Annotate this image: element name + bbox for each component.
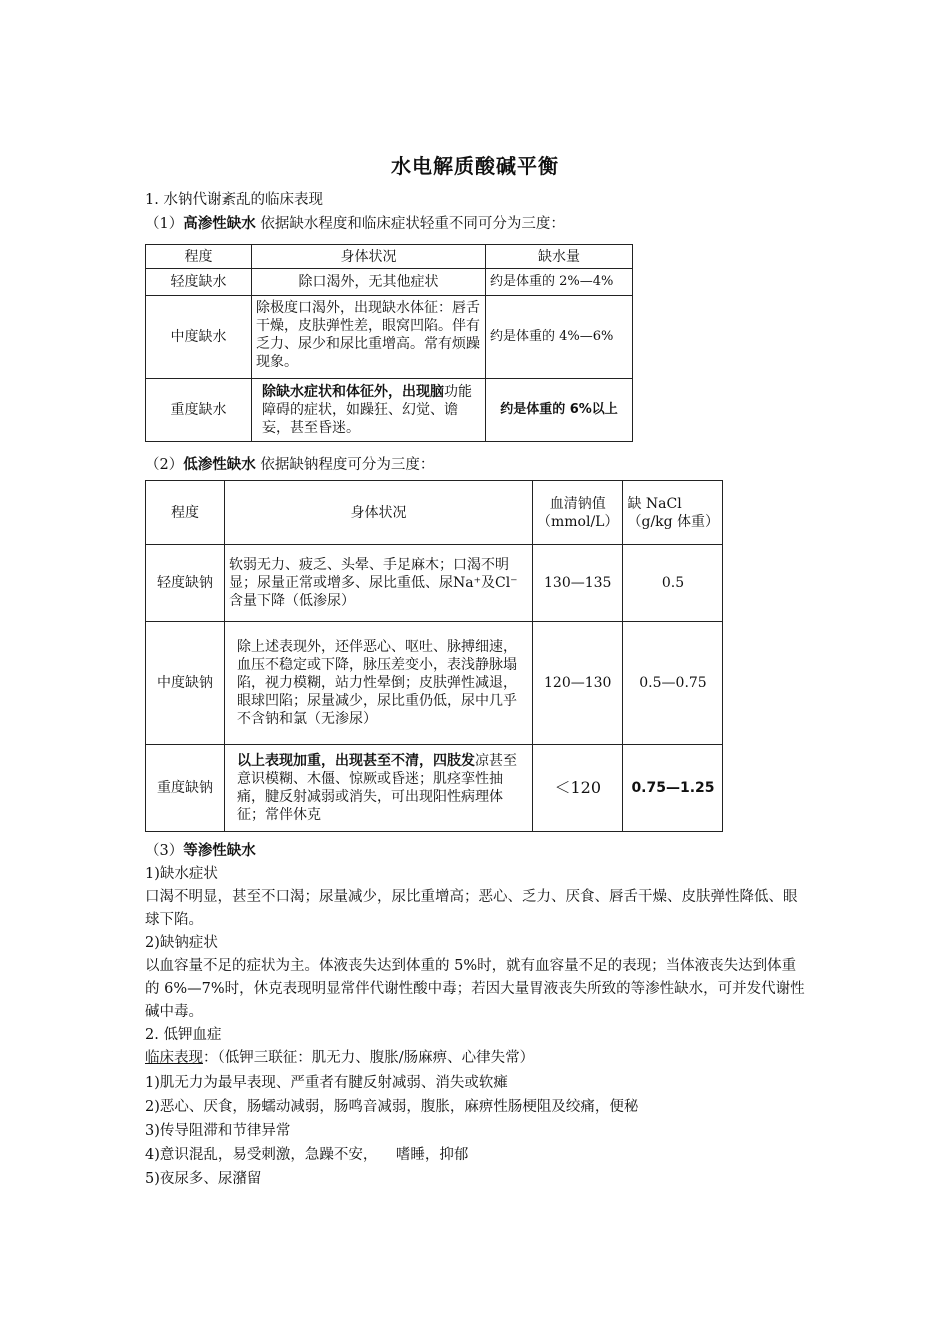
body-cell: 软弱无力、疲乏、头晕、手足麻木；口渴不明显；尿量正常或增多、尿比重低、尿Na⁺及Cl⁻含量下降（低渗尿） [225, 545, 533, 622]
table-header: 程度 [146, 481, 225, 545]
list-item: 2)恶心、厌食，肠蠕动减弱，肠鸣音减弱，腹胀，麻痹性肠梗阻及绞痛，便秘 [145, 1099, 639, 1115]
sub2-num: （2） [145, 457, 184, 473]
sub1-desc: 依据缺水程度和临床症状轻重不同可分为三度： [255, 216, 565, 232]
subsection-hypotonic [145, 454, 434, 476]
table-row [146, 296, 633, 379]
body-cell [252, 379, 486, 442]
sodium-deficit-title: 2)缺钠症状 [145, 935, 218, 951]
sub2-name: 低渗性缺水 [183, 457, 256, 473]
body-cell [225, 745, 533, 832]
amount-cell: 约是体重的 6%以上 [486, 379, 633, 442]
document-title: 水电解质酸碱平衡 [391, 154, 559, 178]
sodium-cell: 130—135 [533, 545, 623, 622]
degree-cell: 中度缺钠 [146, 622, 225, 745]
hypertonic-table [145, 244, 633, 442]
sub3-num: （3） [145, 843, 184, 859]
subsection-hypertonic [145, 213, 565, 235]
nacl-cell: 0.5 [623, 545, 723, 622]
body-rest: 凉甚至意识模糊、木僵、惊厥或昏迷；肌痉挛性抽痛，腱反射减弱或消失，可出现阳性病理体征；常伴休克 [237, 753, 517, 823]
table-header-row [146, 481, 723, 545]
table-header: 缺水量 [486, 245, 633, 269]
list-item: 5)夜尿多、尿潴留 [145, 1171, 262, 1187]
amount-cell: 约是体重的 2%—4% [486, 269, 633, 296]
amount-cell: 约是体重的 4%—6% [486, 296, 633, 379]
body-cell: 除上述表现外，还伴恶心、呕吐、脉搏细速，血压不稳定或下降，脉压差变小，表浅静脉塌陷，视力模糊，站力性晕倒；皮肤弹性减退，眼球凹陷；尿量减少，尿比重仍低，尿中几乎不含钠和氯（无渗尿） [225, 622, 533, 745]
list-item: 3)传导阻滞和节律异常 [145, 1123, 291, 1139]
body-bold: 除缺水症状和体征外，出现脑 [262, 384, 444, 400]
list-item: 4)意识混乱，易受刺激，急躁不安， 嗜睡，抑郁 [145, 1147, 469, 1163]
table-header-row [146, 245, 633, 269]
table-row [146, 379, 633, 442]
table-row [146, 622, 723, 745]
table-row [146, 545, 723, 622]
sub2-desc: 依据缺钠程度可分为三度： [255, 457, 435, 473]
sub1-num: （1） [145, 216, 184, 232]
clinical-text: ：（低钾三联征：肌无力、腹胀/肠麻痹、心律失常） [203, 1050, 535, 1066]
nacl-cell: 0.75—1.25 [623, 745, 723, 832]
subsection-isotonic [145, 840, 256, 862]
list-item: 1)肌无力为最早表现、严重者有腱反射减弱、消失或软瘫 [145, 1075, 508, 1091]
table-row [146, 745, 723, 832]
degree-cell: 轻度缺钠 [146, 545, 225, 622]
degree-cell: 重度缺钠 [146, 745, 225, 832]
sub1-name: 高渗性缺水 [183, 216, 256, 232]
table-header: 身体状况 [225, 481, 533, 545]
table-header: 血清钠值（mmol/L） [533, 481, 623, 545]
sodium-cell: ＜120 [533, 745, 623, 832]
clinical-line [145, 1047, 534, 1069]
body-bold: 以上表现加重，出现甚至不清，四肢发 [237, 753, 475, 769]
body-cell: 除口渴外，无其他症状 [252, 269, 486, 296]
section1-heading: 1. 水钠代谢紊乱的临床表现 [145, 192, 323, 208]
sodium-cell: 120—130 [533, 622, 623, 745]
section2-heading: 2. 低钾血症 [145, 1027, 222, 1043]
degree-cell: 中度缺水 [146, 296, 252, 379]
clinical-label: 临床表现 [145, 1050, 203, 1066]
degree-cell: 重度缺水 [146, 379, 252, 442]
table-header: 程度 [146, 245, 252, 269]
dehydration-symptoms-title: 1)缺水症状 [145, 866, 218, 882]
sodium-deficit-text: 以血容量不足的症状为主。体液丧失达到体重的 5%时，就有血容量不足的表现；当体液丧失达到体重的 6%—7%时，休克表现明显常伴代谢性酸中毒；若因大量胃液丧失所致的等渗性缺水，可并发代谢性碱中毒。 [145, 958, 805, 1020]
table-row [146, 269, 633, 296]
table-header: 缺 NaCl（g/kg 体重） [623, 481, 723, 545]
body-cell: 除极度口渴外，出现缺水体征：唇舌干燥，皮肤弹性差，眼窝凹陷。伴有乏力、尿少和尿比重增高。常有烦躁现象。 [252, 296, 486, 379]
dehydration-symptoms-text: 口渴不明显，甚至不口渴；尿量减少，尿比重增高；恶心、乏力、厌食、唇舌干燥、皮肤弹性降低、眼球下陷。 [145, 889, 798, 928]
body-rest: 功能障碍的症状，如躁狂、幻觉、谵妄，甚至昏迷。 [262, 384, 472, 436]
sub3-name: 等渗性缺水 [183, 843, 256, 859]
table-header: 身体状况 [252, 245, 486, 269]
hypotonic-table [145, 480, 723, 832]
degree-cell: 轻度缺水 [146, 269, 252, 296]
nacl-cell: 0.5—0.75 [623, 622, 723, 745]
